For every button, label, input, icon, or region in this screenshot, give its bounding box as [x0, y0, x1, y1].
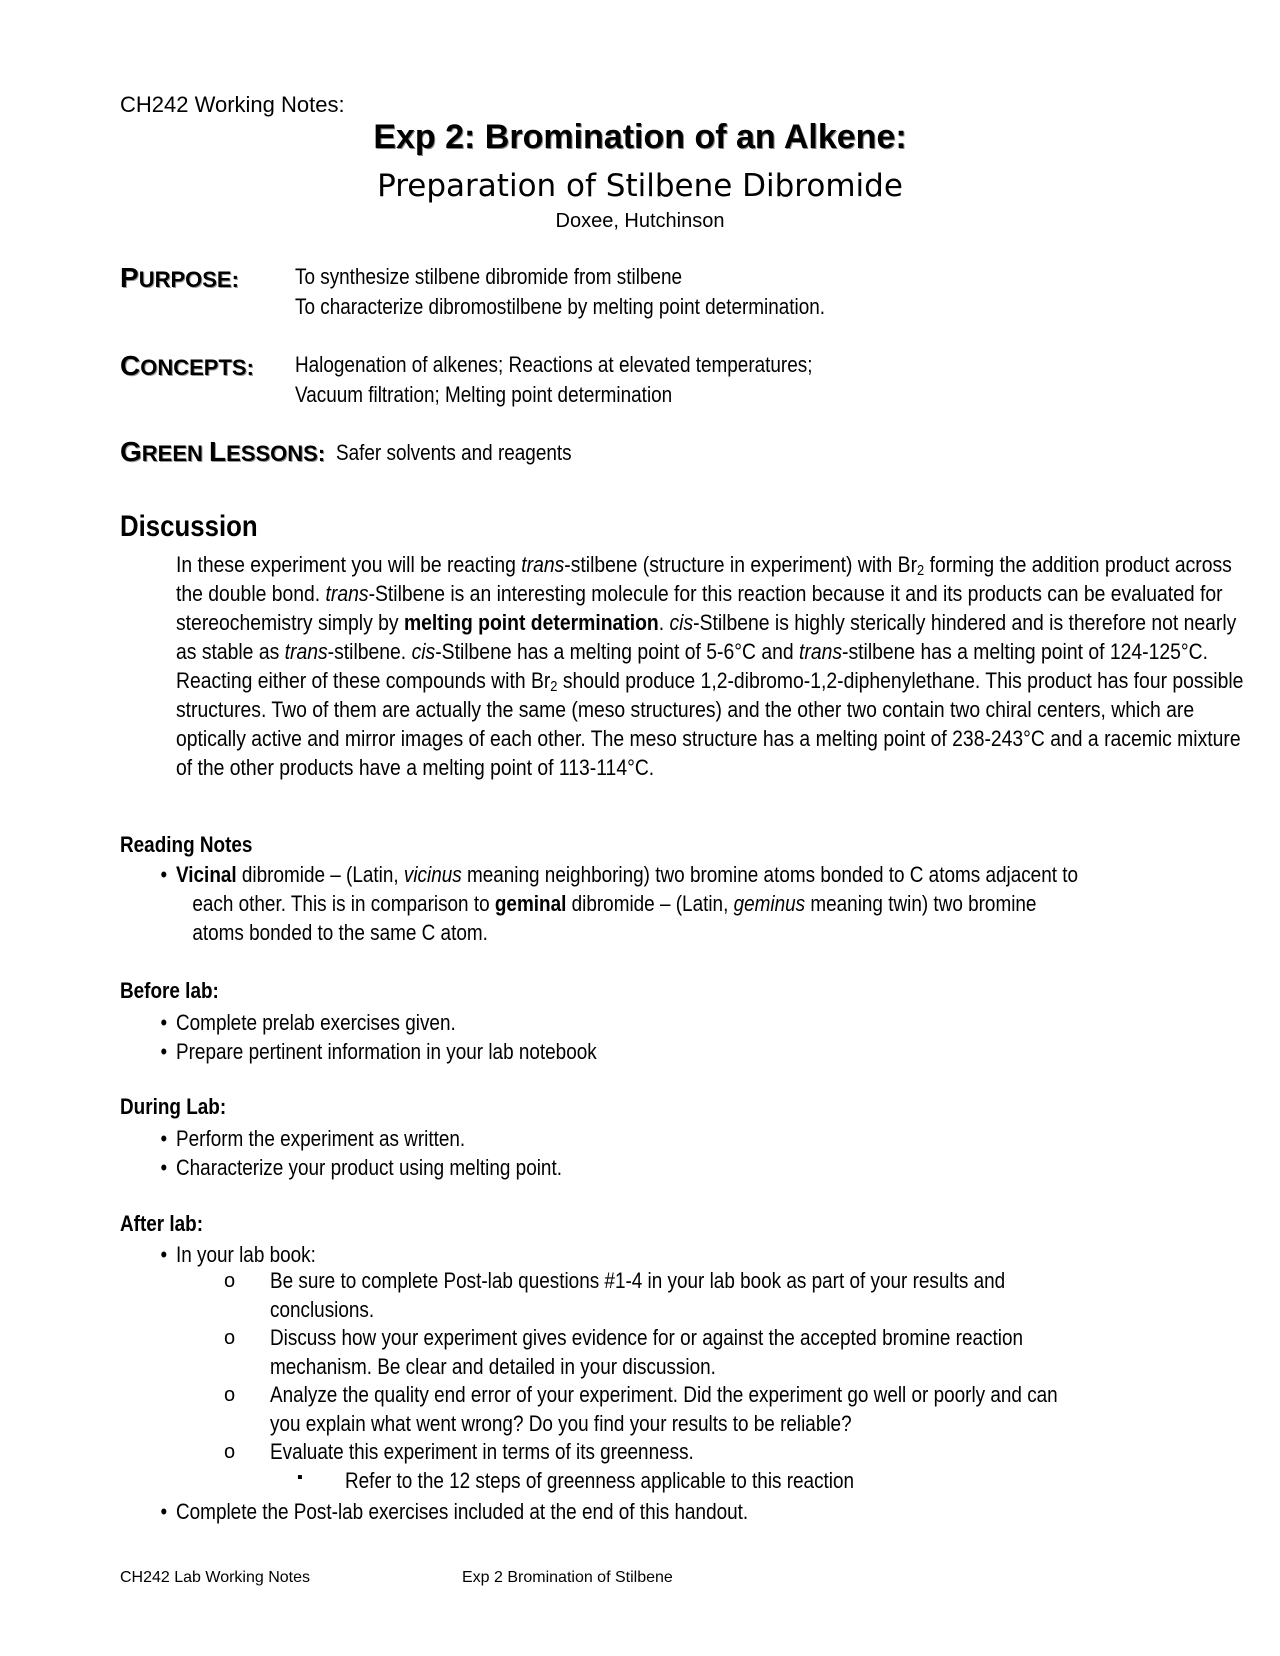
bullet-icon: •	[160, 1499, 168, 1524]
after-lab-subsub: Refer to the 12 steps of greenness applicable to this reaction	[345, 1468, 855, 1493]
before-lab-list	[160, 1008, 597, 1066]
circle-bullet-icon: o	[224, 1270, 236, 1292]
purpose-label: PURPOSE:	[120, 262, 239, 293]
discussion-paragraph: In these experiment you will be reacting trans-stilbene (structure in experiment) with $Br_2$ forming the addition product across the double bond. trans-Stilbene is an interesting molecule for this reaction because it and its products can be evaluated for stereochemistry simply by melting point determination. cis-Stilbene is highly sterically hindered and is therefore not nearly as stable as trans-stilbene. cis-Stilbene has a melting point of 5-6°C and trans-stilbene has a melting point of 124-125°C. Reacting either of these compounds with $Br_2$ should produce 1,2-dibromo-1,2-diphenylethane. This product has four possible structures. Two of them are actually the same (meso structures) and the other two contain two chiral centers, which are optically active and mirror images of each other. The meso structure has a melting point of 238-243°C and a racemic mixture of the other products have a melting point of 113-114°C.	[176, 552, 1244, 780]
bullet-icon: •	[160, 862, 168, 887]
bullet-icon: •	[160, 1242, 168, 1267]
page-title: Exp 2: Bromination of an Alkene:	[373, 118, 907, 156]
after-lab-sub-2b: mechanism. Be clear and detailed in your discussion.	[270, 1354, 716, 1379]
after-lab-item-2: • Complete the Post-lab exercises included at the end of this handout.	[160, 1499, 749, 1524]
authors: Doxee, Hutchinson	[555, 210, 725, 232]
bullet-icon: •	[160, 1010, 168, 1035]
bullet-icon: •	[160, 1155, 168, 1180]
before-lab-heading: Before lab:	[120, 978, 219, 1003]
after-lab-sub-3a: Analyze the quality end error of your experiment. Did the experiment go well or poorly and can	[270, 1382, 1058, 1407]
list-item: • Perform the experiment as written.	[160, 1126, 466, 1151]
footer-center: Exp 2 Bromination of Stilbene	[462, 1569, 673, 1586]
after-lab-sub-4: Evaluate this experiment in terms of its greenness.	[270, 1439, 694, 1464]
reading-notes-item: • Vicinal dibromide – (Latin, vicinus meaning neighboring) two bromine atoms bonded to C atoms adjacent to each other. This is in comparison to geminal dibromide – (Latin, geminus meaning twin) two bromine atoms bonded to the same C atom.	[160, 862, 1079, 945]
discussion-heading: Discussion	[120, 510, 258, 543]
concepts-line-2: Vacuum filtration; Melting point determination	[295, 382, 673, 407]
footer-left: CH242 Lab Working Notes	[120, 1569, 311, 1586]
during-lab-heading: During Lab:	[120, 1094, 227, 1119]
after-lab-sub-1b: conclusions.	[270, 1297, 375, 1322]
during-lab-list	[160, 1124, 562, 1182]
after-lab-item-1: • In your lab book:	[160, 1242, 316, 1267]
circle-bullet-icon: o	[224, 1441, 236, 1463]
reading-notes-heading: Reading Notes	[120, 832, 253, 857]
after-lab-sub-3b: you explain what went wrong? Do you find your results to be reliable?	[270, 1411, 852, 1436]
after-lab-heading: After lab:	[120, 1211, 204, 1236]
square-bullet-icon: ▪	[297, 1469, 303, 1486]
concepts-line-1: Halogenation of alkenes; Reactions at elevated temperatures;	[295, 352, 813, 377]
after-lab-sub-2a: Discuss how your experiment gives evidence for or against the accepted bromine reaction	[270, 1325, 1023, 1350]
green-lessons-label: GREEN LESSONS:	[120, 436, 326, 467]
circle-bullet-icon: o	[224, 1384, 236, 1406]
page-subtitle: Preparation of Stilbene Dibromide	[377, 168, 903, 204]
purpose-line-2: To characterize dibromostilbene by melting point determination.	[295, 294, 826, 319]
after-lab-sub-1a: Be sure to complete Post-lab questions #1-4 in your lab book as part of your results and	[270, 1268, 1006, 1293]
list-item: • Characterize your product using melting point.	[160, 1155, 562, 1180]
circle-bullet-icon: o	[224, 1327, 236, 1349]
green-lessons-text: Safer solvents and reagents	[336, 440, 572, 465]
bullet-icon: •	[160, 1126, 168, 1151]
concepts-label: CONCEPTS:	[120, 350, 254, 381]
list-item: • Complete prelab exercises given.	[160, 1010, 456, 1035]
purpose-line-1: To synthesize stilbene dibromide from stilbene	[295, 264, 683, 289]
course-notes-label: CH242 Working Notes:	[120, 92, 345, 117]
list-item: • Prepare pertinent information in your lab notebook	[160, 1039, 597, 1064]
bullet-icon: •	[160, 1039, 168, 1064]
